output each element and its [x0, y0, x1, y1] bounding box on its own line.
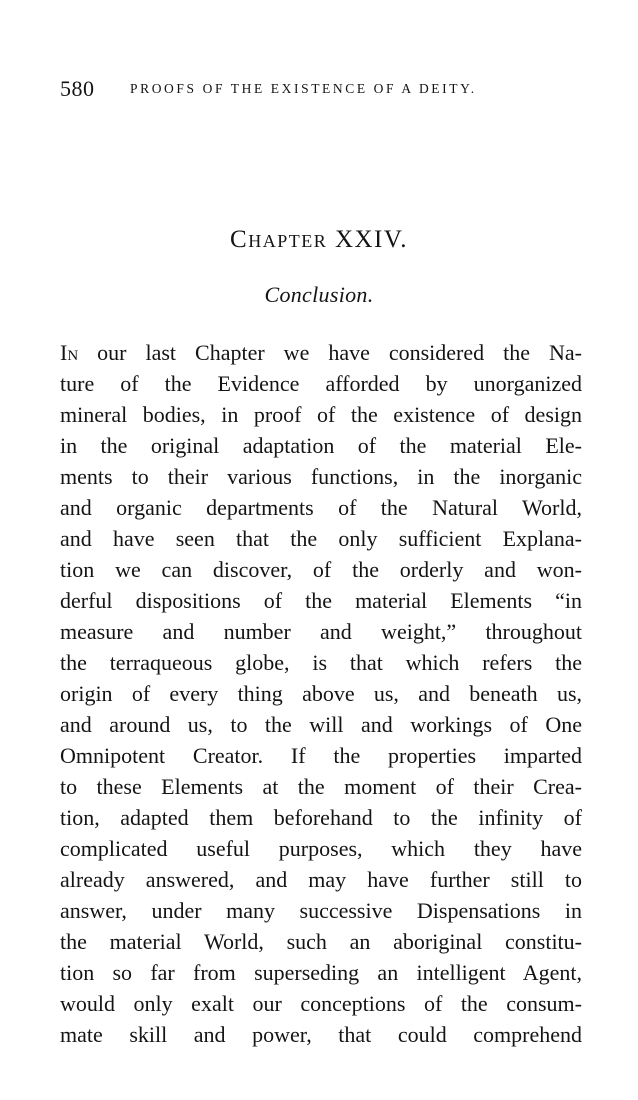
text-line: complicated useful purposes, which they have — [60, 836, 582, 861]
text-line: measure and number and weight,” throughout — [60, 619, 582, 644]
text-line: origin of every thing above us, and beneath us, — [60, 681, 582, 706]
text-line-rest: our last Chapter we have considered the Na- — [78, 340, 582, 365]
opening-word: In — [60, 340, 79, 365]
text-line: ture of the Evidence afforded by unorganized — [60, 371, 582, 396]
text-line — [60, 337, 582, 368]
page-number: 580 — [60, 76, 95, 101]
text-line: in the original adaptation of the material Ele- — [60, 433, 582, 458]
body-paragraph — [60, 337, 582, 1050]
text-line: the terraqueous globe, is that which refers the — [60, 650, 582, 675]
chapter-subtitle: Conclusion. — [264, 282, 374, 307]
text-line: mineral bodies, in proof of the existence of design — [60, 402, 582, 427]
text-line: tion so far from superseding an intelligent Agent, — [60, 960, 582, 985]
text-line: to these Elements at the moment of their Crea- — [60, 774, 582, 799]
chapter-heading: Chapter XXIV. — [230, 226, 408, 253]
text-line: tion we can discover, of the orderly and won- — [60, 557, 582, 582]
text-line: mate skill and power, that could comprehend — [60, 1022, 582, 1047]
text-line: ments to their various functions, in the inorganic — [60, 464, 582, 489]
text-line: Omnipotent Creator. If the properties imparted — [60, 743, 582, 768]
running-title: PROOFS OF THE EXISTENCE OF A DEITY. — [130, 81, 477, 96]
text-line: and around us, to the will and workings of One — [60, 712, 582, 737]
text-line: and have seen that the only sufficient Explana- — [60, 526, 582, 551]
text-line: and organic departments of the Natural World, — [60, 495, 582, 520]
text-line: tion, adapted them beforehand to the infinity of — [60, 805, 582, 830]
text-line: would only exalt our conceptions of the consum- — [60, 991, 582, 1016]
text-line: answer, under many successive Dispensations in — [60, 898, 582, 923]
text-line: the material World, such an aboriginal constitu- — [60, 929, 582, 954]
running-head — [60, 76, 582, 102]
text-line: derful dispositions of the material Elements “in — [60, 588, 582, 613]
text-line: already answered, and may have further still to — [60, 867, 582, 892]
